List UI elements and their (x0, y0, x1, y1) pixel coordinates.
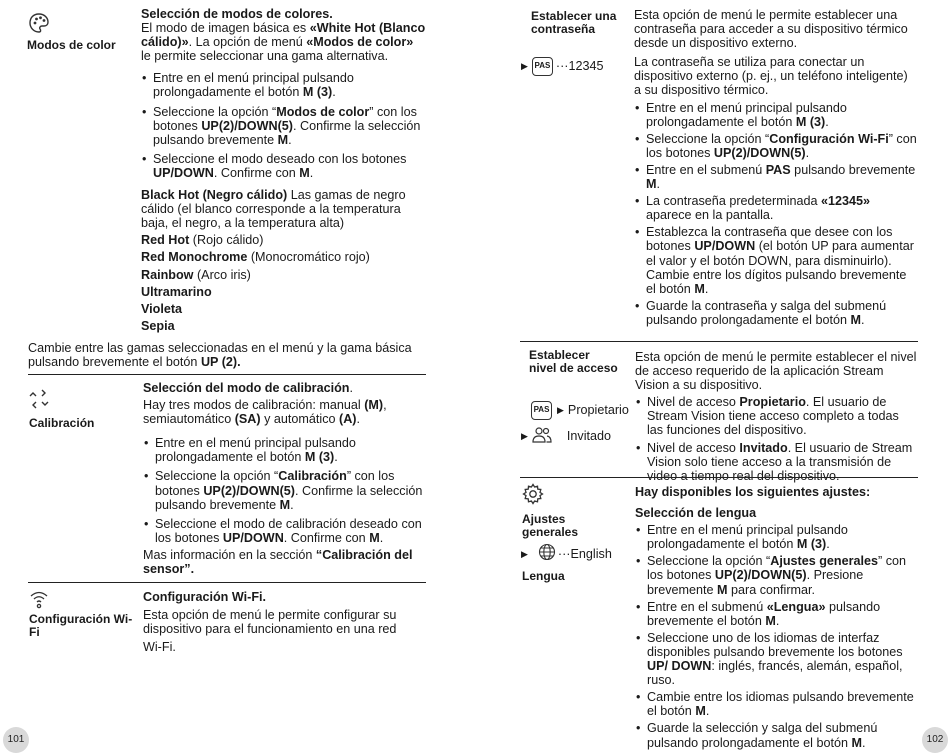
text: ··· (557, 546, 571, 561)
palette-black-hot: Black Hot (Negro cálido) Las gamas de negro cálido (el blanco corresponde a la temperatura baja, el negro, a la temperatura alta) (141, 188, 406, 231)
list-item: • Entre en el menú principal pulsando prolongadamente el botón M (3). (634, 101, 918, 129)
calibration-more: Mas información en la sección “Calibración del sensor”. (143, 547, 413, 577)
list-item: • Seleccione la opción “Ajustes generales” con los botones UP(2)/DOWN(5). Presione brevemente M para confirmar. (635, 554, 918, 596)
list-item: • Nivel de acceso Propietario. El usuario de Stream Vision tiene acceso completo a todas las funciones del dispositivo. (635, 395, 918, 437)
list-item: • Seleccione uno de los idiomas de interfaz disponibles pulsando brevemente los botones UP/ DOWN: inglés, francés, alemán, español, ruso. (635, 631, 918, 687)
text: . La opción de menú (188, 35, 307, 50)
list-item: • Seleccione la opción “Modos de color” con los botones UP(2)/DOWN(5). Confirme la selección pulsando brevemente M. (141, 105, 426, 147)
divider (520, 341, 918, 342)
color-mode-label: Modos de color (27, 38, 116, 52)
list-item: • Guarde la selección y salga del submenú pulsando prolongadamente el botón M. (635, 721, 918, 749)
password-section (634, 8, 918, 327)
page-number: 102 (922, 727, 948, 753)
palette-sepia: Sepia (141, 318, 175, 333)
palette-rainbow: Rainbow (Arco iris) (141, 267, 251, 282)
palette-violet: Violeta (141, 301, 183, 316)
text: Esta opción de menú le permite establecer una contraseña para acceder a su dispositivo térmico desde un dispositivo externo. (634, 8, 908, 51)
language-subheading: Selección de lengua (635, 506, 757, 521)
users-icon (532, 426, 552, 446)
list-item: • Establezca la contraseña que desee con los botones UP/DOWN (el botón UP para aumentar el valor y el botón DOWN, para disminuirlo). Cambie entre los dígitos pulsando brevemente el botón M. (634, 225, 918, 295)
palette-icon (28, 12, 50, 34)
text: Esta opción de menú le permite configurar su dispositivo para el funcionamiento en una red (143, 608, 397, 637)
triangle-right-icon: ▶ (521, 431, 528, 441)
list-item: • Seleccione la opción “Configuración Wi-Fi” con los botones UP(2)/DOWN(5). (634, 132, 918, 160)
general-settings-section (635, 485, 918, 750)
language-menu-row[interactable] (521, 543, 612, 564)
wifi-settings-icon (28, 588, 50, 610)
divider (28, 374, 426, 375)
text: Esta opción de menú le permite establecer el nivel de acceso requerido de la aplicación Stream Vision a su dispositivo. (635, 350, 917, 393)
palette-ultramarine: Ultramarino (141, 284, 212, 299)
wifi-section (143, 590, 426, 654)
calibration-intro: Hay tres modos de calibración: manual (M), semiautomático (SA) y automático (A). (143, 398, 387, 427)
pas-icon: PAS (531, 401, 552, 420)
color-mode-note: Cambie entre las gamas seleccionadas en el menú y la gama básica pulsando brevemente el botón UP (2). (28, 341, 412, 370)
pas-icon: PAS (532, 57, 553, 76)
access-guest-option: Invitado (566, 429, 612, 443)
language-label: Lengua (522, 569, 565, 583)
list-item: • Entre en el menú principal pulsando prolongadamente el botón M (3). (143, 436, 426, 464)
calibration-heading: Selección del modo de calibración (143, 381, 350, 395)
text: Wi-Fi. (143, 640, 176, 655)
wifi-heading: Configuración Wi-Fi. (143, 590, 267, 604)
language-value: English (570, 546, 612, 561)
wifi-label: Configuración Wi-Fi (29, 612, 133, 639)
palette-red-monochrome: Red Monochrome (Monocromático rojo) (141, 250, 370, 265)
page-number: 101 (3, 727, 29, 753)
general-settings-label: Ajustes generales (522, 512, 579, 539)
text: le permite seleccionar una gama alternativa. (141, 49, 389, 64)
calibration-icon (28, 388, 50, 410)
calibration-section (143, 381, 426, 576)
gear-icon (522, 483, 544, 505)
divider (520, 477, 918, 478)
list-item: • Cambie entre los idiomas pulsando brevemente el botón M. (635, 690, 918, 718)
color-mode-heading: Selección de modos de colores. (141, 7, 333, 21)
color-mode-section (141, 7, 426, 333)
list-item: • Seleccione el modo de calibración deseado con los botones UP/DOWN. Confirme con M. (143, 517, 426, 545)
access-owner-option: Propietario (567, 403, 629, 418)
list-item: • Seleccione el modo deseado con los botones UP/DOWN. Confirme con M. (141, 152, 426, 180)
password-label: Establecer una contraseña (531, 9, 617, 36)
calibration-label: Calibración (29, 416, 95, 430)
divider (28, 582, 426, 583)
list-item: • Entre en el submenú PAS pulsando brevemente M. (634, 163, 918, 191)
list-item: • La contraseña predeterminada «12345» aparece en la pantalla. (634, 194, 918, 222)
text: «Modos de color» (306, 35, 414, 50)
text: El modo de imagen básica es (141, 21, 310, 36)
list-item: • Guarde la contraseña y salga del submenú pulsando prolongadamente el botón M. (634, 299, 918, 327)
password-menu-row[interactable] (521, 57, 604, 76)
general-heading: Hay disponibles los siguientes ajustes: (635, 485, 871, 499)
list-item: • Entre en el submenú «Lengua» pulsando brevemente el botón M. (635, 600, 918, 628)
triangle-right-icon: ▶ (557, 405, 564, 416)
password-value: 12345 (568, 59, 604, 74)
text: ··· (555, 59, 569, 74)
text: «White Hot (Blanco cálido)» (141, 21, 426, 50)
globe-icon (538, 543, 556, 564)
palette-red-hot: Red Hot (Rojo cálido) (141, 233, 264, 248)
access-level-label: Establecer nivel de acceso (529, 348, 618, 375)
access-guest-row[interactable] (521, 426, 611, 446)
text: . (349, 381, 353, 395)
list-item: • Entre en el menú principal pulsando prolongadamente el botón M (3). (635, 523, 918, 551)
triangle-right-icon: ▶ (521, 61, 528, 72)
access-level-section (635, 350, 918, 483)
access-owner-row[interactable] (531, 401, 629, 420)
list-item: • Nivel de acceso Invitado. El usuario de Stream Vision solo tiene acceso a la transmisión de video a tiempo real del dispositivo. (635, 441, 918, 483)
text: La contraseña se utiliza para conectar un dispositivo externo (p. ej., un teléfono inteligente) a su dispositivo térmico. (634, 55, 908, 98)
list-item: • Seleccione la opción “Calibración” con los botones UP(2)/DOWN(5). Confirme la selección pulsando brevemente M. (143, 469, 426, 511)
triangle-right-icon: ▶ (521, 548, 528, 559)
list-item: • Entre en el menú principal pulsando prolongadamente el botón M (3). (141, 71, 426, 99)
